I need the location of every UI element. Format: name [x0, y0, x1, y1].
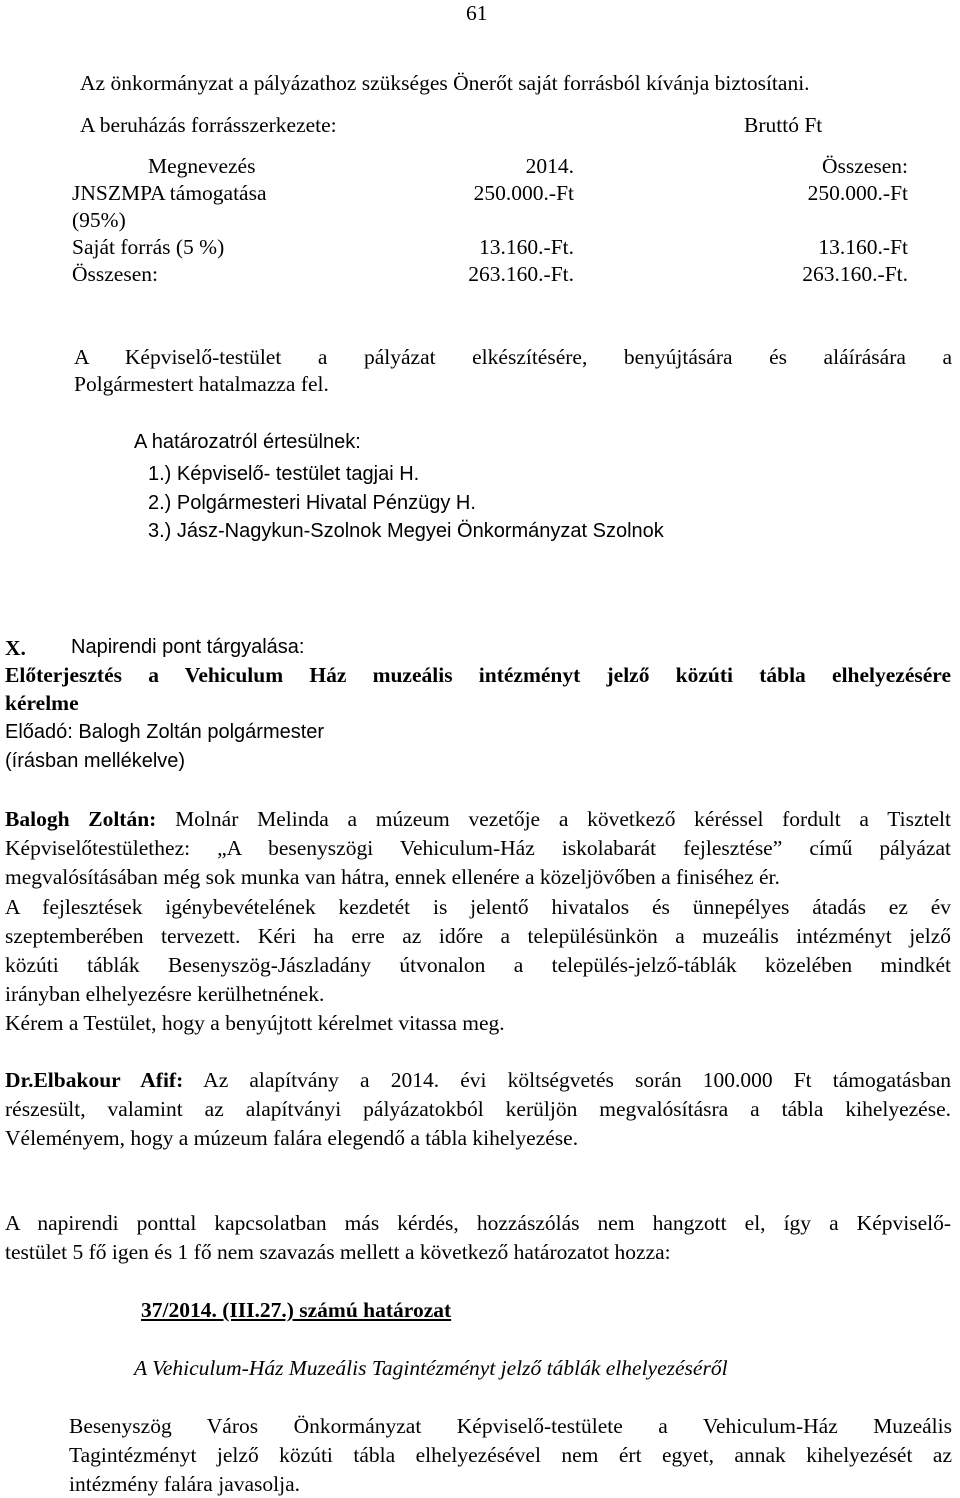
agenda-written-note: (írásban mellékelve)	[5, 750, 186, 772]
table-header-total: Összesen:	[822, 154, 908, 178]
table-cell-2014: 250.000.-Ft	[473, 181, 574, 205]
speech1-line-7: irányban elhelyezésre kerülhetnének.	[5, 982, 325, 1006]
resolution-body-line-1: Besenyszög Város Önkormányzat Képviselő-testülete a Vehiculum-Ház Muzeális	[69, 1414, 952, 1438]
funding-structure-label: A beruházás forrásszerkezete:	[80, 113, 337, 137]
table-header-name: Megnevezés	[148, 154, 256, 178]
table-header-year: 2014.	[525, 154, 574, 178]
speech1-line-2: Képviselőtestülethez: „A besenyszögi Vehiculum-Ház iskolabarát fejlesztése” című pályázat	[5, 836, 951, 860]
table-row	[72, 234, 908, 261]
authorization-line-1: A Képviselő-testület a pályázat elkészítésére, benyújtására és aláírására a	[74, 345, 952, 369]
notification-item-2: 2.) Polgármesteri Hivatal Pénzügy H.	[148, 492, 476, 514]
notification-title: A határozatról értesülnek:	[134, 431, 361, 453]
speaker-name: Balogh Zoltán:	[5, 807, 157, 831]
speech1-line-4: A fejlesztések igénybevételének kezdetét is jelentő hivatalos és ünnepélyes átadás ez év	[5, 895, 951, 919]
notification-item-3: 3.) Jász-Nagykun-Szolnok Megyei Önkormányzat Szolnok	[148, 520, 664, 542]
page-number: 61	[466, 1, 488, 25]
table-header-row	[72, 153, 908, 180]
speech1-line-1: Balogh Zoltán: Molnár Melinda a múzeum vezetője a következő kéréssel fordult a Tisztelt	[5, 807, 951, 831]
resolution-subject: A Vehiculum-Ház Muzeális Tagintézményt jelző táblák elhelyezéséről	[134, 1356, 728, 1380]
vote-line-1: A napirendi ponttal kapcsolatban más kérdés, hozzászólás nem hangzott el, így a Képviselő-	[5, 1211, 951, 1235]
table-cell-name: JNSZMPA támogatása (95%)	[72, 181, 267, 232]
funding-table	[72, 153, 908, 288]
agenda-heading: Napirendi pont tárgyalása:	[71, 636, 305, 658]
speech2-line-2: részesült, valamint az alapítványi pályázatokból kerüljön megvalósításra a tábla kihelyezése.	[5, 1097, 951, 1121]
agenda-title-line-2: kérelme	[5, 691, 79, 715]
agenda-presenter: Előadó: Balogh Zoltán polgármester	[5, 721, 325, 743]
vote-line-2: testület 5 fő igen és 1 fő nem szavazás mellett a következő határozatot hozza:	[5, 1240, 671, 1264]
table-cell-total: 263.160.-Ft.	[802, 262, 908, 286]
table-cell-total: 13.160.-Ft	[818, 235, 908, 259]
agenda-title-line-1: Előterjesztés a Vehiculum Ház muzeális intézményt jelző közúti tábla elhelyezésére	[5, 663, 951, 687]
gross-currency-label: Bruttó Ft	[744, 113, 823, 137]
resolution-number: 37/2014. (III.27.) számú határozat	[141, 1298, 452, 1322]
table-row	[72, 261, 908, 288]
resolution-body-line-2: Tagintézményt jelző közúti tábla elhelyezésével nem ért egyet, annak kihelyezését az	[69, 1443, 952, 1467]
authorization-line-2: Polgármestert hatalmazza fel.	[74, 372, 329, 396]
speech2-line-3: Véleményem, hogy a múzeum falára elegendő a tábla kihelyezése.	[5, 1126, 579, 1150]
speaker-name: Dr.Elbakour Afif:	[5, 1068, 184, 1092]
speech1-line-6: közúti táblák Besenyszög-Jászladány útvonalon a település-jelző-táblák közelében mindkét	[5, 953, 951, 977]
speech1-line-3: megvalósításában még sok munka van hátra, ennek ellenére a közeljövőben a finiséhez ér.	[5, 865, 780, 889]
notification-item-1: 1.) Képviselő- testület tagjai H.	[148, 463, 420, 485]
table-cell-name: Összesen:	[72, 262, 158, 286]
resolution-body-line-3: intézmény falára javasolja.	[69, 1472, 301, 1496]
table-row	[72, 180, 908, 234]
table-cell-2014: 13.160.-Ft.	[479, 235, 574, 259]
table-cell-total: 250.000.-Ft	[807, 181, 908, 205]
speech1-line-8: Kérem a Testület, hogy a benyújtott kérelmet vitassa meg.	[5, 1011, 505, 1035]
table-cell-name: Saját forrás (5 %)	[72, 235, 225, 259]
self-funding-statement: Az önkormányzat a pályázathoz szükséges Önerőt saját forrásból kívánja biztosítani.	[80, 71, 810, 95]
table-cell-2014: 263.160.-Ft.	[468, 262, 574, 286]
speech2-line-1: Dr.Elbakour Afif: Az alapítvány a 2014. évi költségvetés során 100.000 Ft támogatásban	[5, 1068, 951, 1092]
agenda-number: X.	[5, 636, 26, 660]
speech1-line-5: szeptemberében tervezett. Kéri ha erre az időre a településünkön a muzeális intézményt jelző	[5, 924, 951, 948]
